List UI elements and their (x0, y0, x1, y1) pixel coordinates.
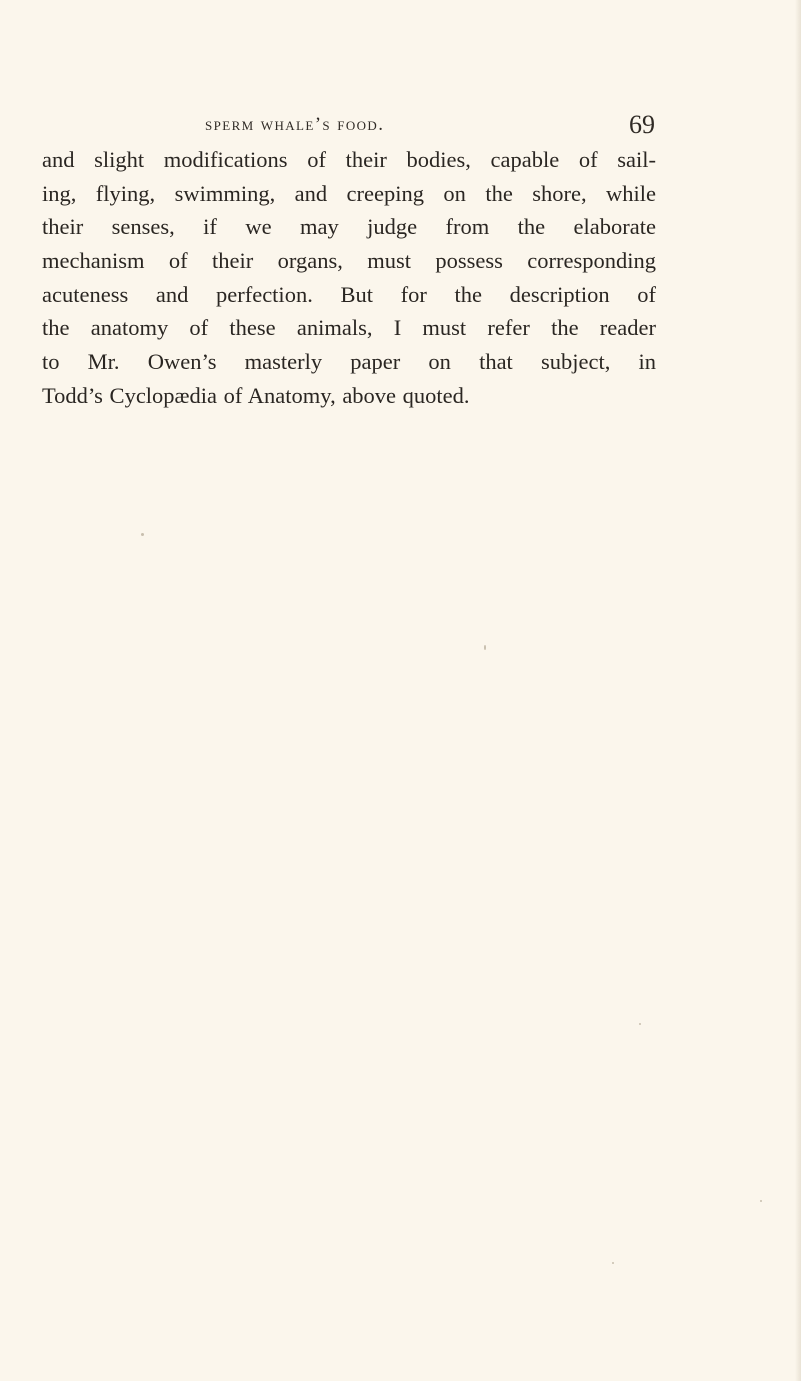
running-title: sperm whale’s food. (205, 114, 385, 135)
page-number: 69 (629, 110, 655, 139)
text-line: their senses, if we may judge from the elaborate (42, 214, 656, 240)
text-line: and slight modifications of their bodies, capable of sail- (42, 147, 656, 172)
text-line: mechanism of their organs, must possess corresponding (42, 248, 656, 274)
text-line: ing, flying, swimming, and creeping on the shore, while (42, 180, 656, 206)
text-line: Todd’s Cyclopædia of Anatomy, above quoted. (42, 382, 470, 408)
text-line: to Mr. Owen’s masterly paper on that subject, in (42, 349, 656, 375)
text-line: the anatomy of these animals, I must refer the reader (42, 315, 656, 341)
running-head (205, 110, 655, 140)
body-paragraph (42, 143, 656, 413)
text-line: acuteness and perfection. But for the description of (42, 281, 656, 307)
page-edge-shadow (795, 0, 801, 1381)
